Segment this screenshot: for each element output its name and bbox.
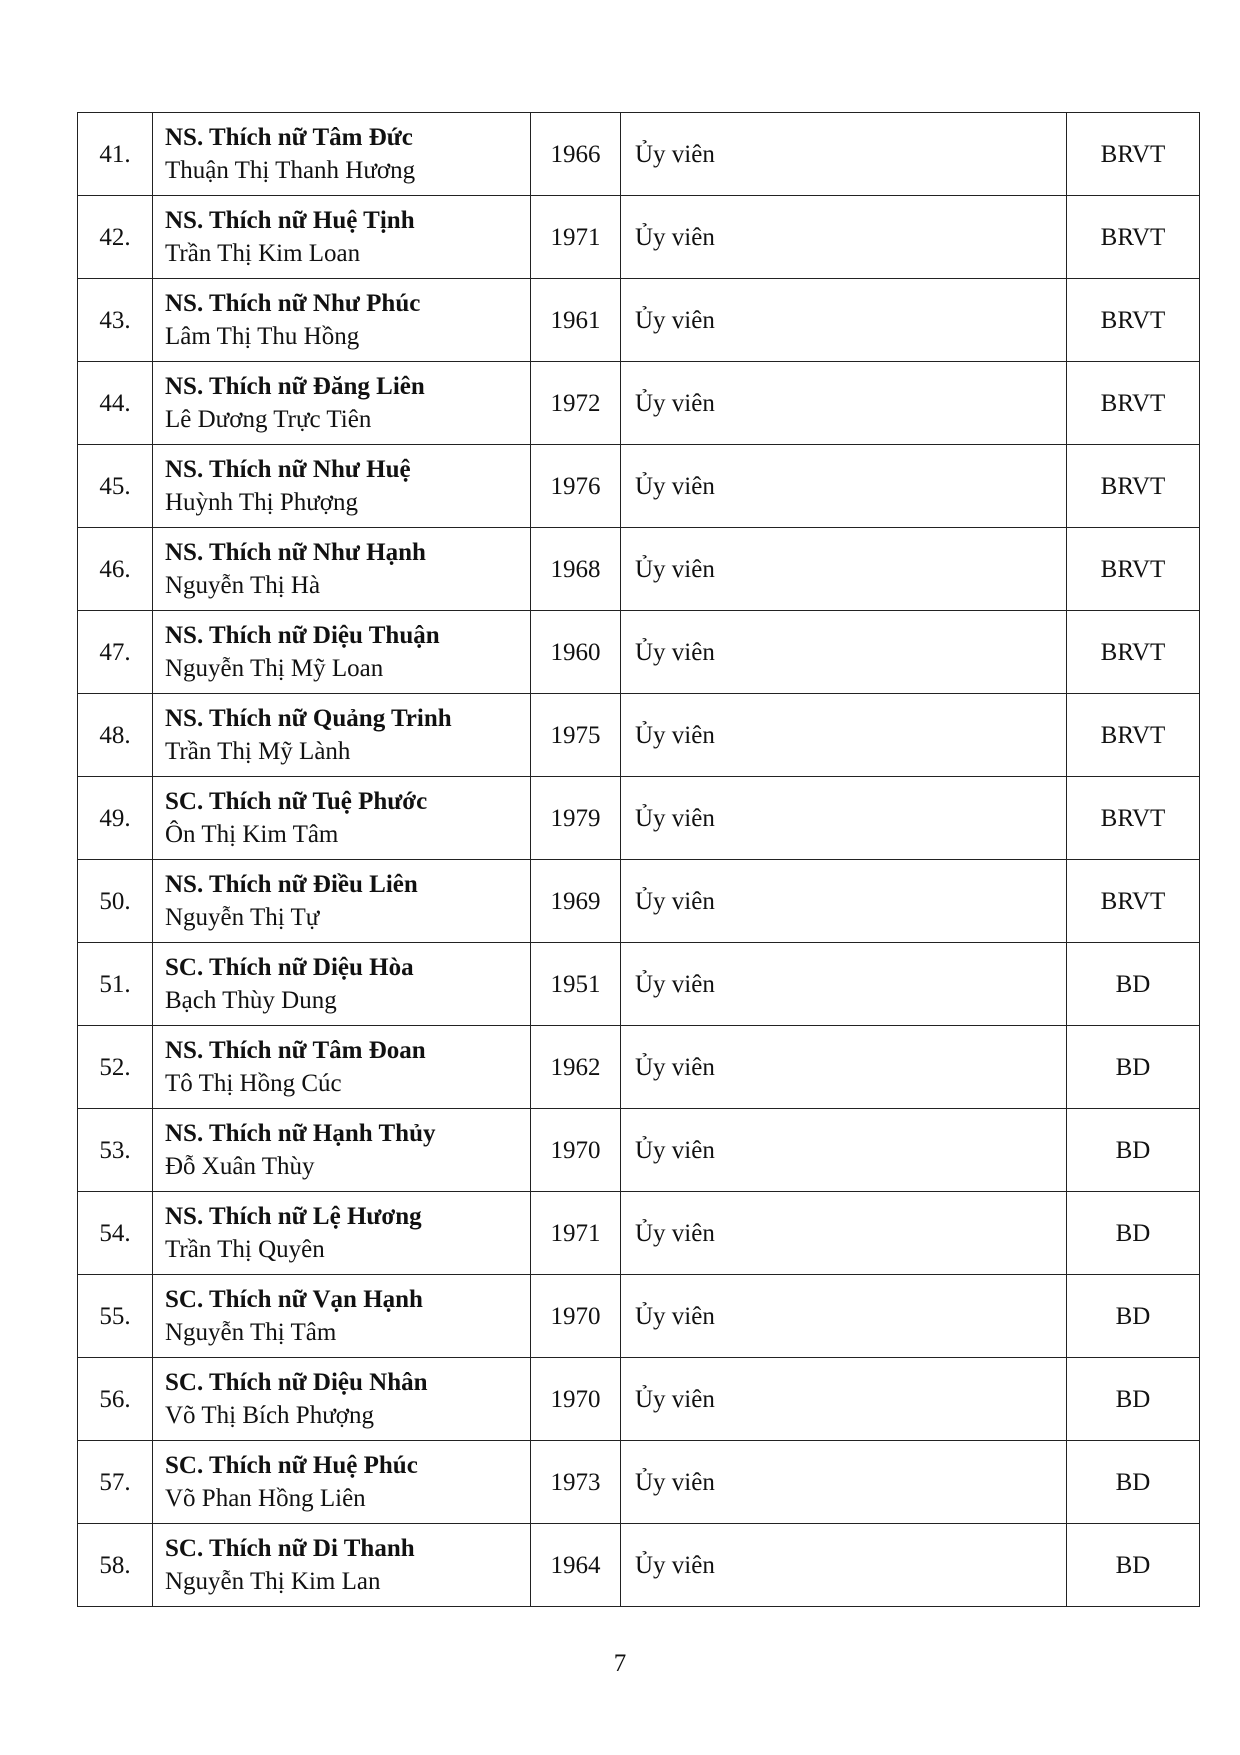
name-cell [153,1026,531,1109]
lay-name: Nguyễn Thị Mỹ Loan [165,655,384,682]
province-cell: BD [1067,1275,1200,1358]
table-row [78,694,1200,777]
row-number: 45. [78,445,153,528]
birth-year: 1962 [531,1026,621,1109]
birth-year: 1969 [531,860,621,943]
row-number: 44. [78,362,153,445]
role-cell: Ủy viên [621,694,1067,777]
dharma-name: SC. Thích nữ Vạn Hạnh [165,1286,423,1313]
province-cell: BRVT [1067,279,1200,362]
province-cell: BD [1067,1524,1200,1607]
table-row [78,777,1200,860]
table-row [78,1275,1200,1358]
province-cell: BRVT [1067,528,1200,611]
dharma-name: NS. Thích nữ Huệ Tịnh [165,207,415,234]
dharma-name: NS. Thích nữ Diệu Thuận [165,622,440,649]
birth-year: 1973 [531,1441,621,1524]
dharma-name: SC. Thích nữ Diệu Hòa [165,954,414,981]
province-cell: BRVT [1067,113,1200,196]
province-cell: BRVT [1067,694,1200,777]
table-row [78,1026,1200,1109]
table-row [78,1192,1200,1275]
role-cell: Ủy viên [621,279,1067,362]
name-cell [153,1524,531,1607]
province-cell: BD [1067,1026,1200,1109]
name-cell [153,362,531,445]
table-row [78,445,1200,528]
birth-year: 1960 [531,611,621,694]
name-cell [153,943,531,1026]
birth-year: 1971 [531,1192,621,1275]
name-cell [153,1109,531,1192]
lay-name: Tô Thị Hồng Cúc [165,1070,342,1097]
dharma-name: NS. Thích nữ Hạnh Thủy [165,1120,436,1147]
province-cell: BRVT [1067,777,1200,860]
name-cell [153,528,531,611]
lay-name: Trần Thị Kim Loan [165,240,361,267]
lay-name: Trần Thị Quyên [165,1236,325,1263]
role-cell: Ủy viên [621,1441,1067,1524]
birth-year: 1970 [531,1275,621,1358]
lay-name: Đỗ Xuân Thùy [165,1153,315,1180]
role-cell: Ủy viên [621,1358,1067,1441]
lay-name: Lê Dương Trực Tiên [165,406,372,433]
birth-year: 1971 [531,196,621,279]
name-cell [153,1192,531,1275]
birth-year: 1968 [531,528,621,611]
birth-year: 1975 [531,694,621,777]
dharma-name: NS. Thích nữ Như Hạnh [165,539,426,566]
province-cell: BRVT [1067,860,1200,943]
page-number: 7 [613,1650,627,1677]
province-cell: BD [1067,943,1200,1026]
row-number: 46. [78,528,153,611]
birth-year: 1961 [531,279,621,362]
row-number: 58. [78,1524,153,1607]
row-number: 52. [78,1026,153,1109]
dharma-name: SC. Thích nữ Huệ Phúc [165,1452,418,1479]
role-cell: Ủy viên [621,362,1067,445]
lay-name: Nguyễn Thị Tự [165,904,320,931]
province-cell: BD [1067,1441,1200,1524]
name-cell [153,694,531,777]
table-row [78,279,1200,362]
lay-name: Lâm Thị Thu Hồng [165,323,360,350]
name-cell [153,1275,531,1358]
role-cell: Ủy viên [621,611,1067,694]
name-cell [153,113,531,196]
name-cell [153,1358,531,1441]
dharma-name: NS. Thích nữ Quảng Trinh [165,705,452,732]
role-cell: Ủy viên [621,860,1067,943]
name-cell [153,777,531,860]
birth-year: 1966 [531,113,621,196]
table-row [78,196,1200,279]
lay-name: Bạch Thùy Dung [165,987,337,1014]
lay-name: Võ Thị Bích Phượng [165,1402,374,1429]
dharma-name: NS. Thích nữ Lệ Hương [165,1203,422,1230]
lay-name: Thuận Thị Thanh Hương [165,157,416,184]
row-number: 49. [78,777,153,860]
role-cell: Ủy viên [621,777,1067,860]
province-cell: BD [1067,1358,1200,1441]
name-cell [153,1441,531,1524]
birth-year: 1964 [531,1524,621,1607]
table-row [78,528,1200,611]
row-number: 57. [78,1441,153,1524]
role-cell: Ủy viên [621,1524,1067,1607]
birth-year: 1972 [531,362,621,445]
dharma-name: SC. Thích nữ Di Thanh [165,1535,415,1562]
row-number: 56. [78,1358,153,1441]
row-number: 47. [78,611,153,694]
table-row [78,113,1200,196]
lay-name: Ôn Thị Kim Tâm [165,821,339,848]
row-number: 53. [78,1109,153,1192]
member-table [77,112,1200,1607]
dharma-name: NS. Thích nữ Như Phúc [165,290,421,317]
lay-name: Võ Phan Hồng Liên [165,1485,366,1512]
dharma-name: NS. Thích nữ Tâm Đức [165,124,413,151]
row-number: 54. [78,1192,153,1275]
role-cell: Ủy viên [621,1109,1067,1192]
province-cell: BRVT [1067,362,1200,445]
lay-name: Nguyễn Thị Hà [165,572,321,599]
dharma-name: NS. Thích nữ Như Huệ [165,456,411,483]
name-cell [153,860,531,943]
row-number: 41. [78,113,153,196]
dharma-name: NS. Thích nữ Tâm Đoan [165,1037,426,1064]
lay-name: Nguyễn Thị Tâm [165,1319,337,1346]
role-cell: Ủy viên [621,1275,1067,1358]
table-row [78,943,1200,1026]
lay-name: Trần Thị Mỹ Lành [165,738,351,765]
table-row [78,1358,1200,1441]
row-number: 50. [78,860,153,943]
birth-year: 1970 [531,1109,621,1192]
role-cell: Ủy viên [621,943,1067,1026]
row-number: 43. [78,279,153,362]
name-cell [153,196,531,279]
birth-year: 1976 [531,445,621,528]
province-cell: BRVT [1067,611,1200,694]
table-row [78,1441,1200,1524]
role-cell: Ủy viên [621,113,1067,196]
province-cell: BRVT [1067,196,1200,279]
role-cell: Ủy viên [621,1192,1067,1275]
row-number: 55. [78,1275,153,1358]
role-cell: Ủy viên [621,445,1067,528]
member-table-body [78,113,1200,1607]
birth-year: 1951 [531,943,621,1026]
name-cell [153,279,531,362]
province-cell: BD [1067,1109,1200,1192]
dharma-name: NS. Thích nữ Đăng Liên [165,373,425,400]
province-cell: BRVT [1067,445,1200,528]
province-cell: BD [1067,1192,1200,1275]
table-row [78,860,1200,943]
table-row [78,1109,1200,1192]
birth-year: 1979 [531,777,621,860]
dharma-name: SC. Thích nữ Tuệ Phước [165,788,428,815]
birth-year: 1970 [531,1358,621,1441]
table-row [78,1524,1200,1607]
lay-name: Nguyễn Thị Kim Lan [165,1568,381,1595]
role-cell: Ủy viên [621,196,1067,279]
name-cell [153,611,531,694]
table-row [78,611,1200,694]
row-number: 42. [78,196,153,279]
dharma-name: SC. Thích nữ Diệu Nhân [165,1369,428,1396]
role-cell: Ủy viên [621,528,1067,611]
dharma-name: NS. Thích nữ Điều Liên [165,871,418,898]
row-number: 48. [78,694,153,777]
table-row [78,362,1200,445]
name-cell [153,445,531,528]
lay-name: Huỳnh Thị Phượng [165,489,358,516]
role-cell: Ủy viên [621,1026,1067,1109]
row-number: 51. [78,943,153,1026]
